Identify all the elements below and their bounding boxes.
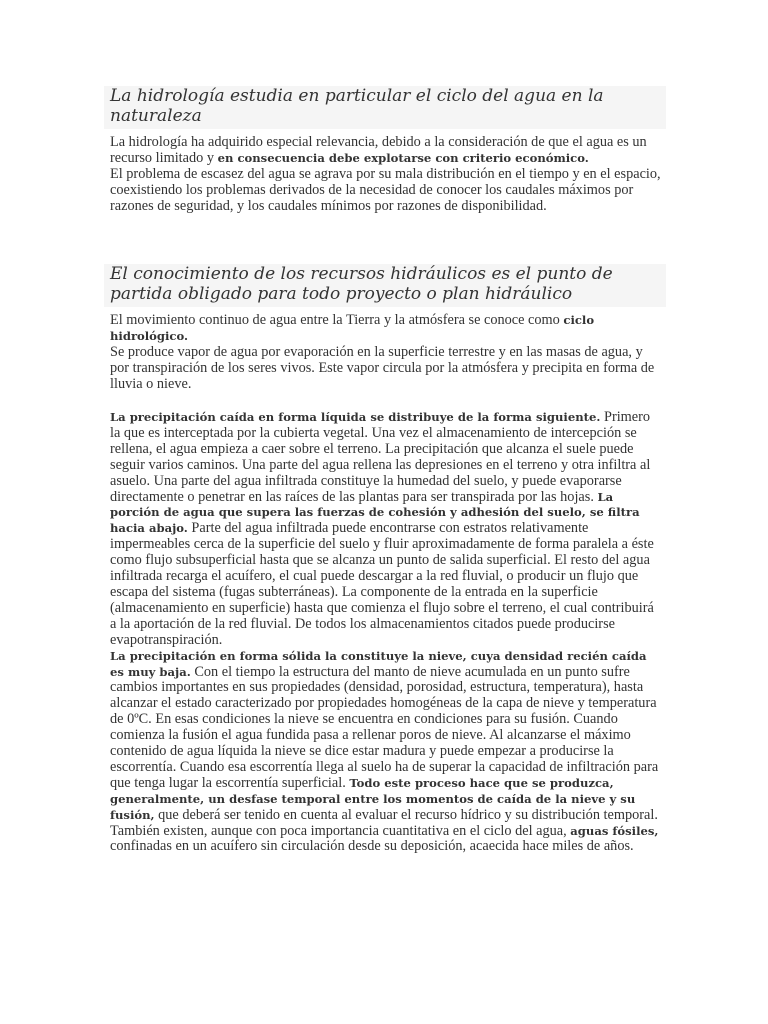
text-run: Primero la que es interceptada por la cubierta vegetal. Una vez el almacenamiento de intercepción se rellena, el agua empieza a caer sobre el terreno. La precipitación que alcanza el suele puede seguir varios caminos. Una parte del agua rellena las depresiones en el terreno y otra infiltra al asuelo. Una parte del agua infiltrada constituye la humedad del suelo, y puede evaporarse directamente o penetrar en las raíces de las plantas para ser transpirada por las hojas. [110, 409, 651, 505]
text-run: confinadas en un acuífero sin circulación desde su deposición, acaecida hace miles de años. [110, 838, 634, 855]
bold-text: La porción de agua que supera las fuerzas de cohesión y adhesión del suelo, se filtra hacia abajo. [110, 489, 640, 536]
paragraph-solida [110, 649, 662, 824]
paragraph [110, 313, 662, 345]
bold-text: Todo este proceso hace que se produzca, generalmente, un desfase temporal entre los momentos de caída de la nieve y su fusión, [110, 775, 636, 822]
paragraph: Se produce vapor de agua por evaporación en la superficie terrestre y en las masas de agua, y por transpiración de los seres vivos. Este vapor circula por la atmósfera y precipita en forma de lluvia o nieve. [110, 343, 655, 392]
text-run: El movimiento continuo de agua entre la Tierra y la atmósfera se conoce como [110, 312, 564, 328]
bold-text: La precipitación en forma sólida la constituye la nieve, cuya densidad recién caída es muy baja. [110, 648, 647, 679]
section-body-precipitacion [110, 410, 662, 855]
paragraph [110, 135, 662, 167]
text-run: La hidrología ha adquirido especial relevancia, debido a la consideración de que el agua es un recurso limitado y [110, 134, 647, 166]
text-run: que deberá ser tenido en cuenta al evaluar el recurso hídrico y su distribución temporal. [154, 806, 658, 823]
section-body-hidrologia [110, 135, 662, 215]
text-run: Parte del agua infiltrada puede encontrarse con estratos relativamente impermeables cerca de la superficie del suelo y fluir aproximadamente de forma paralela a éste como flujo subsuperficial hasta que se alcanza un punto de salida superficial. El resto del agua infiltrada recarga el acuífero, el cual puede descargar a la red fluvial, o producir un flujo que escapa del sistema (fugas subterráneas). La componente de la entrada en la superficie (almacenamiento en superficie) hasta que comienza el flujo sobre el terreno, el cual contribuirá a la aportación de la red fluvial. De todos los almacenamientos citados puede producirse evapotranspiración. [110, 520, 654, 648]
paragraph-liquida [110, 410, 662, 649]
section-heading-hidrologia: La hidrología estudia en particular el ciclo del agua en la naturaleza [104, 86, 666, 129]
section-heading-recursos: El conocimiento de los recursos hidráulicos es el punto de partida obligado para todo proyecto o plan hidráulico [104, 264, 666, 307]
text-run: También existen, aunque con poca importancia cuantitativa en el ciclo del agua, [110, 822, 571, 839]
bold-text: ciclo hidrológico. [110, 313, 595, 343]
bold-text: aguas fósiles, [570, 823, 659, 838]
section-body-ciclo [110, 313, 662, 393]
paragraph: El problema de escasez del agua se agrava por su mala distribución en el tiempo y en el espacio, coexistiendo los problemas derivados de la necesidad de conocer los caudales máximos por razones de seguridad, y los caudales mínimos por razones de disponibilidad. [110, 165, 661, 214]
paragraph-fosiles [110, 824, 662, 856]
bold-text: La precipitación caída en forma líquida se distribuye de la forma siguiente. [110, 410, 601, 424]
bold-text: en consecuencia debe explotarse con criterio económico. [217, 150, 589, 165]
text-run: Con el tiempo la estructura del manto de nieve acumulada en un punto sufre cambios importantes en sus propiedades (densidad, porosidad, estructura, temperatura), hasta alcanzar el estado caracterizado por propiedades homogéneas de la capa de nieve y temperatura de 0ºC. En esas condiciones la nieve se encuentra en condiciones para su fusión. Cuando comienza la fusión el agua fundida pasa a rellenar poros de nieve. Al alcanzarse el máximo contenido de agua líquida la nieve se dice estar madura y puede empezar a producirse la escorrentía. Cuando esa escorrentía llega al suelo ha de superar la capacidad de infiltración para que tenga lugar la escorrentía superficial. [110, 663, 659, 791]
